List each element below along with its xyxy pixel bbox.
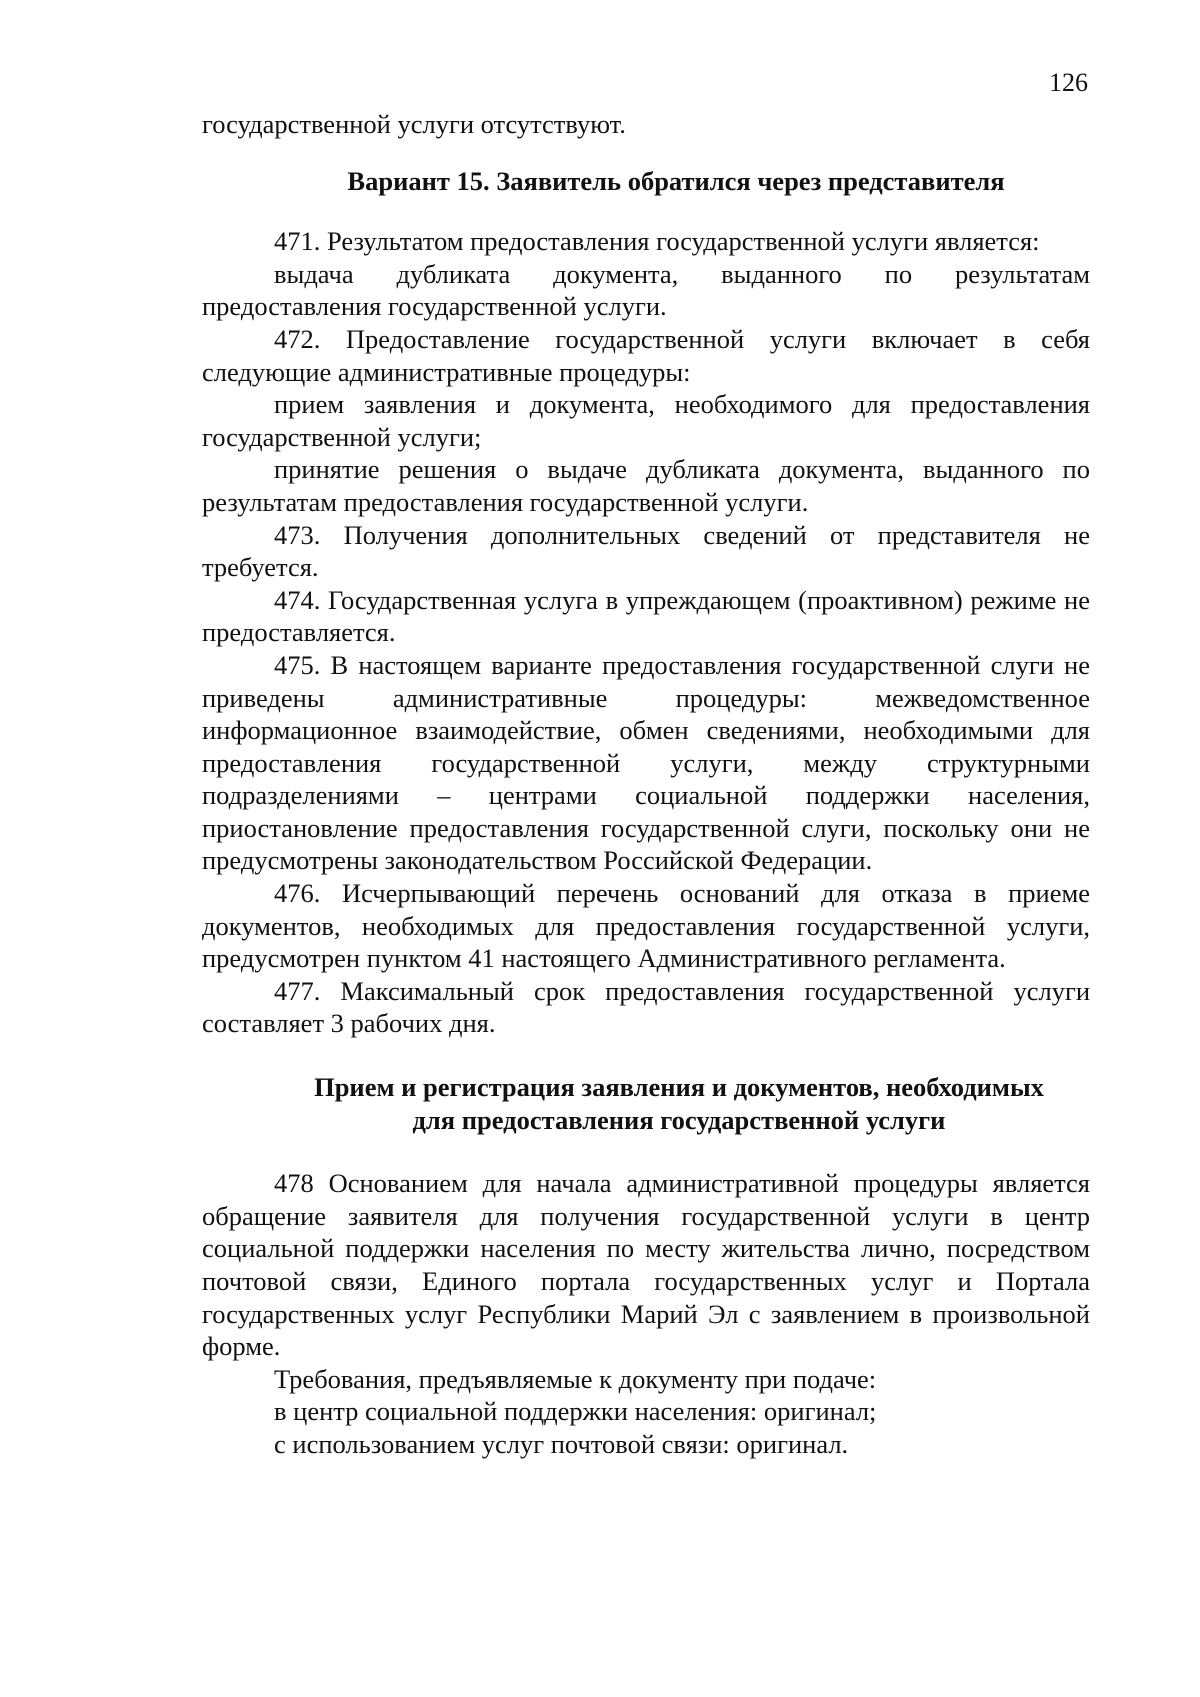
paragraph-471-result: выдача дубликата документа, выданного по результатам предоставления государственной услуги. — [202, 258, 1090, 322]
requirement-post: с использованием услуг почтовой связи: оригинал. — [274, 1428, 849, 1459]
document-body — [202, 108, 1090, 1461]
requirement-center: в центр социальной поддержки населения: оригинал; — [274, 1396, 877, 1427]
paragraph-478: 478 Основанием для начала административной процедуры является обращение заявителя для получения государственной услуги в центр социальной поддержки населения по месту жительства лично, посредством почтовой связи, Единого портала государственных услуг и Портала государственных услуг Республики Марий Эл с заявлением в произвольной форме. — [202, 1168, 1090, 1362]
section-heading-line-2: для предоставления государственной услуги — [412, 1104, 946, 1135]
requirements-intro: Требования, предъявляемые к документу при подаче: — [274, 1363, 877, 1394]
paragraph-473: 473. Получения дополнительных сведений от представителя не требуется. — [202, 519, 1090, 583]
paragraph-472-item-1: прием заявления и документа, необходимого для предоставления государственной услуги; — [202, 389, 1090, 452]
paragraph-472: 472. Предоставление государственной услуги включает в себя следующие административные процедуры: — [202, 323, 1090, 387]
section-heading-reception — [202, 1071, 1090, 1136]
continuation-text: государственной услуги отсутствуют. — [202, 109, 626, 139]
paragraph-477: 477. Максимальный срок предоставления государственной услуги составляет 3 рабочих дня. — [202, 975, 1090, 1039]
paragraph-471: 471. Результатом предоставления государственной услуги является: — [274, 226, 1040, 257]
paragraph-474: 474. Государственная услуга в упреждающем (проактивном) режиме не предоставляется. — [202, 584, 1090, 648]
page-number: 126 — [1049, 68, 1088, 97]
paragraph-476: 476. Исчерпывающий перечень оснований для отказа в приеме документов, необходимых для предоставления государственной услуги, предусмотрен пунктом 41 настоящего Административного регламента. — [202, 878, 1090, 974]
section-heading-variant-15: Вариант 15. Заявитель обратился через представителя — [347, 165, 1005, 196]
section-heading-line-1: Прием и регистрация заявления и документов, необходимых — [314, 1072, 1044, 1103]
paragraph-475: 475. В настоящем варианте предоставления государственной слуги не приведены административные процедуры: межведомственное информационное взаимодействие, обмен сведениями, необходимыми для предоставления государственной услуги, между структурными подразделениями – центрами социальной поддержки населения, приостановление предоставления государственной слуги, поскольку они не предусмотрены законодательством Российской Федерации. — [202, 649, 1090, 876]
paragraph-472-item-2: принятие решения о выдаче дубликата документа, выданного по результатам предоставления государственной услуги. — [202, 454, 1090, 517]
